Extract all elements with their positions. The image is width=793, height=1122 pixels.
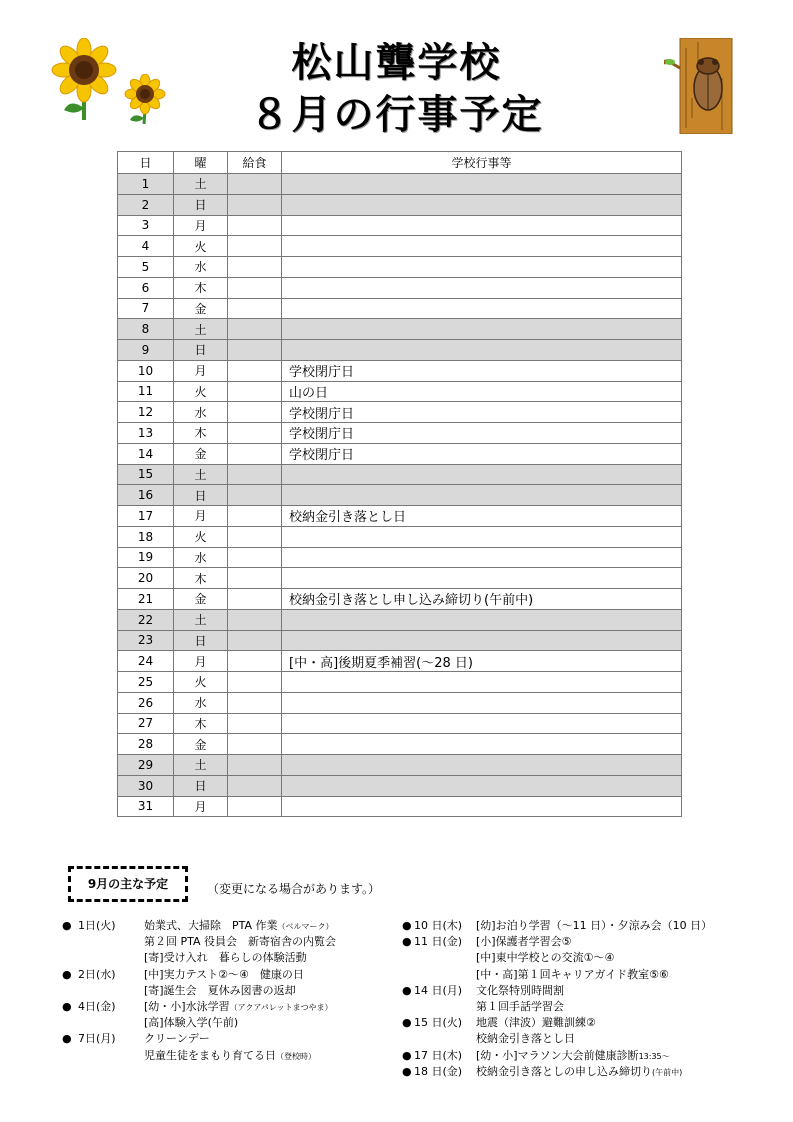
event-cell bbox=[282, 257, 682, 278]
table-row bbox=[118, 236, 682, 257]
weekday-cell: 土 bbox=[174, 174, 228, 195]
day-cell: 18 bbox=[118, 526, 174, 547]
weekday-cell: 月 bbox=[174, 215, 228, 236]
bullet-icon: ● bbox=[402, 1016, 412, 1030]
change-note: （変更になる場合があります。） bbox=[207, 882, 381, 896]
schedule-line bbox=[62, 967, 402, 983]
table-row bbox=[118, 713, 682, 734]
event-text: 地震（津波）避難訓練② bbox=[476, 1016, 596, 1030]
lunch-cell bbox=[228, 651, 282, 672]
september-label-box bbox=[68, 866, 188, 902]
day-cell: 9 bbox=[118, 340, 174, 361]
lunch-cell bbox=[228, 257, 282, 278]
table-row bbox=[118, 215, 682, 236]
event-note: （ベルマーク） bbox=[277, 922, 334, 931]
weekday-cell: 火 bbox=[174, 381, 228, 402]
event-date: 17 日(木) bbox=[414, 1048, 463, 1062]
bullet-icon: ● bbox=[62, 1032, 72, 1046]
table-row bbox=[118, 734, 682, 755]
day-cell: 3 bbox=[118, 215, 174, 236]
table-row bbox=[118, 526, 682, 547]
weekday-cell: 水 bbox=[174, 402, 228, 423]
event-cell bbox=[282, 630, 682, 651]
schedule-line bbox=[62, 983, 402, 999]
lunch-cell bbox=[228, 340, 282, 361]
event-text: 文化祭特別時間割 bbox=[476, 983, 564, 997]
event-text: [寄]受け入れ 暮らしの体験活動 bbox=[144, 951, 307, 965]
weekday-cell: 火 bbox=[174, 526, 228, 547]
table-row bbox=[118, 506, 682, 527]
day-cell: 19 bbox=[118, 547, 174, 568]
schedule-body bbox=[118, 174, 682, 817]
lunch-cell bbox=[228, 194, 282, 215]
table-row bbox=[118, 568, 682, 589]
day-cell: 24 bbox=[118, 651, 174, 672]
weekday-cell: 月 bbox=[174, 360, 228, 381]
event-cell bbox=[282, 547, 682, 568]
bullet-icon: ● bbox=[402, 1064, 412, 1078]
sunflower-large-icon bbox=[46, 38, 126, 120]
event-cell bbox=[282, 775, 682, 796]
lunch-cell bbox=[228, 589, 282, 610]
event-cell bbox=[282, 755, 682, 776]
day-cell: 13 bbox=[118, 423, 174, 444]
weekday-cell: 金 bbox=[174, 298, 228, 319]
weekday-cell: 金 bbox=[174, 589, 228, 610]
event-cell bbox=[282, 194, 682, 215]
table-row bbox=[118, 609, 682, 630]
table-row bbox=[118, 277, 682, 298]
day-cell: 26 bbox=[118, 692, 174, 713]
weekday-cell: 水 bbox=[174, 692, 228, 713]
event-note: （アクアパレットまつやま） bbox=[229, 1002, 333, 1012]
september-list-left bbox=[62, 918, 402, 1064]
weekday-cell: 土 bbox=[174, 609, 228, 630]
event-cell bbox=[282, 464, 682, 485]
table-row bbox=[118, 547, 682, 568]
day-cell: 31 bbox=[118, 796, 174, 817]
event-cell bbox=[282, 672, 682, 693]
schedule-line bbox=[62, 1048, 402, 1064]
event-note: （登校時） bbox=[276, 1051, 316, 1061]
bullet-icon: ● bbox=[62, 919, 72, 932]
event-text: 校納金引き落としの申し込み締切り bbox=[476, 1064, 652, 1078]
table-row bbox=[118, 340, 682, 361]
schedule-line bbox=[62, 999, 402, 1015]
lunch-cell bbox=[228, 485, 282, 506]
day-cell: 29 bbox=[118, 755, 174, 776]
bullet-icon: ● bbox=[402, 983, 412, 997]
lunch-cell bbox=[228, 755, 282, 776]
weekday-cell: 日 bbox=[174, 340, 228, 361]
table-row bbox=[118, 298, 682, 319]
event-cell: [中・高]後期夏季補習(～28 日) bbox=[282, 651, 682, 672]
event-note: (午前中) bbox=[652, 1067, 683, 1077]
weekday-cell: 木 bbox=[174, 713, 228, 734]
event-date: 11 日(金) bbox=[414, 935, 463, 949]
table-row bbox=[118, 423, 682, 444]
schedule-line bbox=[402, 999, 742, 1015]
lunch-cell bbox=[228, 609, 282, 630]
weekday-cell: 木 bbox=[174, 423, 228, 444]
lunch-cell bbox=[228, 381, 282, 402]
schedule-line bbox=[62, 918, 402, 934]
day-cell: 23 bbox=[118, 630, 174, 651]
event-date: 1日(火) bbox=[78, 919, 116, 932]
bullet-icon: ● bbox=[402, 935, 412, 949]
table-header-row bbox=[118, 152, 682, 174]
weekday-cell: 火 bbox=[174, 672, 228, 693]
event-cell bbox=[282, 796, 682, 817]
lunch-cell bbox=[228, 506, 282, 527]
event-text: [幼・小]水泳学習 bbox=[144, 999, 230, 1013]
day-cell: 21 bbox=[118, 589, 174, 610]
table-row bbox=[118, 360, 682, 381]
event-cell: 学校閉庁日 bbox=[282, 423, 682, 444]
day-cell: 1 bbox=[118, 174, 174, 195]
lunch-cell bbox=[228, 568, 282, 589]
table-row bbox=[118, 796, 682, 817]
table-row bbox=[118, 443, 682, 464]
day-cell: 20 bbox=[118, 568, 174, 589]
table-row bbox=[118, 651, 682, 672]
schedule-line bbox=[402, 918, 742, 934]
lunch-cell bbox=[228, 692, 282, 713]
event-cell bbox=[282, 692, 682, 713]
header-events: 学校行事等 bbox=[282, 152, 682, 174]
weekday-cell: 月 bbox=[174, 506, 228, 527]
day-cell: 6 bbox=[118, 277, 174, 298]
page-title: 松山聾学校 bbox=[291, 40, 502, 86]
lunch-cell bbox=[228, 630, 282, 651]
schedule-line bbox=[402, 967, 742, 983]
day-cell: 5 bbox=[118, 257, 174, 278]
event-text: 校納金引き落とし日 bbox=[476, 1032, 575, 1046]
day-cell: 16 bbox=[118, 485, 174, 506]
lunch-cell bbox=[228, 402, 282, 423]
table-row bbox=[118, 775, 682, 796]
event-text: [寄]誕生会 夏休み図書の返却 bbox=[144, 983, 296, 997]
event-cell bbox=[282, 340, 682, 361]
event-cell bbox=[282, 734, 682, 755]
bullet-icon: ● bbox=[62, 967, 72, 981]
lunch-cell bbox=[228, 547, 282, 568]
lunch-cell bbox=[228, 215, 282, 236]
schedule-table bbox=[117, 151, 682, 817]
schedule-line bbox=[402, 1015, 742, 1031]
event-text: [中]実力テスト②～④ 健康の日 bbox=[144, 967, 304, 981]
weekday-cell: 月 bbox=[174, 796, 228, 817]
day-cell: 17 bbox=[118, 506, 174, 527]
header-day: 日 bbox=[118, 152, 174, 174]
event-cell bbox=[282, 298, 682, 319]
schedule-line bbox=[402, 950, 742, 966]
day-cell: 8 bbox=[118, 319, 174, 340]
table-row bbox=[118, 381, 682, 402]
schedule-line bbox=[402, 1064, 742, 1080]
event-text: [高]体験入学(午前) bbox=[144, 1016, 239, 1030]
event-cell: 学校閉庁日 bbox=[282, 443, 682, 464]
event-date: 10 日(木) bbox=[414, 919, 463, 932]
day-cell: 2 bbox=[118, 194, 174, 215]
weekday-cell: 土 bbox=[174, 319, 228, 340]
event-cell: 山の日 bbox=[282, 381, 682, 402]
event-text: [小]保護者学習会⑤ bbox=[476, 935, 572, 949]
event-cell bbox=[282, 277, 682, 298]
day-cell: 28 bbox=[118, 734, 174, 755]
september-label: 9月の主な予定 bbox=[87, 877, 169, 891]
lunch-cell bbox=[228, 298, 282, 319]
table-row bbox=[118, 630, 682, 651]
table-row bbox=[118, 755, 682, 776]
event-cell bbox=[282, 713, 682, 734]
weekday-cell: 水 bbox=[174, 547, 228, 568]
bullet-icon: ● bbox=[402, 1048, 412, 1062]
weekday-cell: 木 bbox=[174, 568, 228, 589]
event-cell bbox=[282, 485, 682, 506]
event-date: 18 日(金) bbox=[414, 1064, 463, 1078]
header-lunch: 給食 bbox=[228, 152, 282, 174]
day-cell: 14 bbox=[118, 443, 174, 464]
schedule-line bbox=[402, 983, 742, 999]
weekday-cell: 火 bbox=[174, 236, 228, 257]
lunch-cell bbox=[228, 775, 282, 796]
page-subtitle: ８月の行事予定 bbox=[249, 92, 544, 138]
day-cell: 22 bbox=[118, 609, 174, 630]
lunch-cell bbox=[228, 236, 282, 257]
schedule-line bbox=[62, 950, 402, 966]
day-cell: 30 bbox=[118, 775, 174, 796]
lunch-cell bbox=[228, 713, 282, 734]
lunch-cell bbox=[228, 526, 282, 547]
table-row bbox=[118, 194, 682, 215]
weekday-cell: 日 bbox=[174, 194, 228, 215]
day-cell: 10 bbox=[118, 360, 174, 381]
weekday-cell: 土 bbox=[174, 755, 228, 776]
event-date: 15 日(火) bbox=[414, 1016, 463, 1030]
table-row bbox=[118, 464, 682, 485]
day-cell: 11 bbox=[118, 381, 174, 402]
table-row bbox=[118, 402, 682, 423]
event-text: [中]東中学校との交流①～④ bbox=[476, 951, 615, 965]
event-cell bbox=[282, 526, 682, 547]
lunch-cell bbox=[228, 796, 282, 817]
lunch-cell bbox=[228, 464, 282, 485]
event-text: [幼・小]マラソン大会前健康診断 bbox=[476, 1048, 639, 1062]
event-cell: 校納金引き落とし日 bbox=[282, 506, 682, 527]
weekday-cell: 日 bbox=[174, 630, 228, 651]
weekday-cell: 水 bbox=[174, 257, 228, 278]
event-cell bbox=[282, 319, 682, 340]
event-text: 児童生徒をまもり育てる日 bbox=[144, 1048, 276, 1062]
september-list-right bbox=[402, 918, 742, 1080]
event-cell bbox=[282, 236, 682, 257]
lunch-cell bbox=[228, 734, 282, 755]
lunch-cell bbox=[228, 360, 282, 381]
day-cell: 12 bbox=[118, 402, 174, 423]
schedule-line bbox=[62, 1031, 402, 1047]
schedule-line bbox=[402, 934, 742, 950]
event-text: 始業式、大掃除 PTA 作業 bbox=[144, 919, 278, 932]
weekday-cell: 土 bbox=[174, 464, 228, 485]
schedule-line bbox=[402, 1031, 742, 1047]
bullet-icon: ● bbox=[62, 999, 72, 1013]
lunch-cell bbox=[228, 277, 282, 298]
event-cell: 学校閉庁日 bbox=[282, 402, 682, 423]
table-row bbox=[118, 319, 682, 340]
weekday-cell: 日 bbox=[174, 775, 228, 796]
sunflower-small-icon bbox=[122, 74, 168, 124]
event-text: 第２回 PTA 役員会 新寄宿舎の内覧会 bbox=[144, 935, 337, 949]
weekday-cell: 金 bbox=[174, 734, 228, 755]
day-cell: 7 bbox=[118, 298, 174, 319]
weekday-cell: 金 bbox=[174, 443, 228, 464]
day-cell: 27 bbox=[118, 713, 174, 734]
event-cell: 学校閉庁日 bbox=[282, 360, 682, 381]
event-cell bbox=[282, 174, 682, 195]
event-date: 4日(金) bbox=[78, 999, 116, 1013]
weekday-cell: 日 bbox=[174, 485, 228, 506]
lunch-cell bbox=[228, 672, 282, 693]
day-cell: 15 bbox=[118, 464, 174, 485]
event-cell: 校納金引き落とし申し込み締切り(午前中) bbox=[282, 589, 682, 610]
lunch-cell bbox=[228, 443, 282, 464]
table-row bbox=[118, 692, 682, 713]
event-text: [幼]お泊り学習（～11 日）・夕涼み会（10 日） bbox=[476, 919, 713, 932]
table-row bbox=[118, 589, 682, 610]
lunch-cell bbox=[228, 423, 282, 444]
schedule-line bbox=[402, 1048, 742, 1064]
weekday-cell: 月 bbox=[174, 651, 228, 672]
weekday-cell: 木 bbox=[174, 277, 228, 298]
day-cell: 25 bbox=[118, 672, 174, 693]
event-date: 2日(水) bbox=[78, 967, 116, 981]
schedule-line bbox=[62, 934, 402, 950]
event-date: 14 日(月) bbox=[414, 983, 463, 997]
event-text: クリーンデー bbox=[144, 1032, 210, 1046]
table-row bbox=[118, 485, 682, 506]
event-date: 7日(月) bbox=[78, 1032, 116, 1046]
schedule-line bbox=[62, 1015, 402, 1031]
cicada-on-tree-icon bbox=[664, 38, 738, 134]
table-row bbox=[118, 257, 682, 278]
event-cell bbox=[282, 609, 682, 630]
lunch-cell bbox=[228, 319, 282, 340]
table-row bbox=[118, 672, 682, 693]
bullet-icon: ● bbox=[402, 919, 412, 932]
event-note: 13:35～ bbox=[638, 1051, 670, 1061]
table-row bbox=[118, 174, 682, 195]
event-cell bbox=[282, 215, 682, 236]
event-text: 第１回手話学習会 bbox=[476, 999, 564, 1013]
event-text: [中・高]第１回キャリアガイド教室⑤⑥ bbox=[476, 967, 669, 981]
lunch-cell bbox=[228, 174, 282, 195]
header-weekday: 曜 bbox=[174, 152, 228, 174]
day-cell: 4 bbox=[118, 236, 174, 257]
event-cell bbox=[282, 568, 682, 589]
